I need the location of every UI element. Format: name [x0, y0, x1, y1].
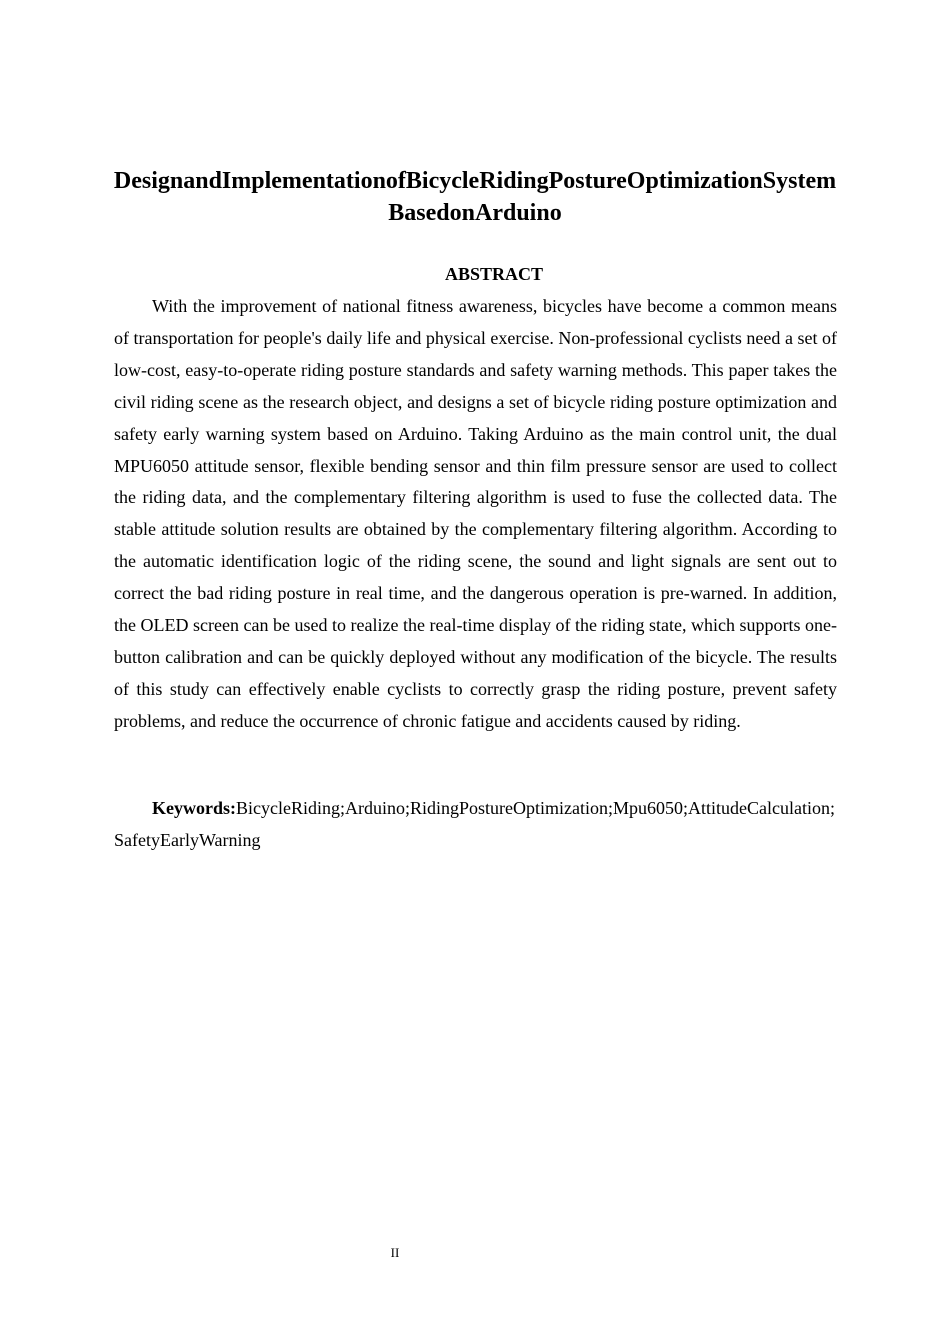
page-number: II — [390, 1245, 400, 1260]
keywords-label: Keywords: — [152, 798, 236, 818]
keywords-list: BicycleRiding;Arduino;RidingPostureOptimization;Mpu6050;AttitudeCalculation;SafetyEarlyWarning — [114, 798, 835, 850]
keywords-paragraph — [114, 792, 837, 856]
document-title: DesignandImplementationofBicycleRidingPostureOptimizationSystemBasedonArduino — [113, 168, 837, 226]
abstract-paragraph: With the improvement of national fitness awareness, bicycles have become a common means of transportation for people's daily life and physical exercise. Non-professional cyclists need a set of low-cost, easy-to-operate riding posture standards and safety warning methods. This paper takes the civil riding scene as the research object, and designs a set of bicycle riding posture optimization and safety early warning system based on Arduino. Taking Arduino as the main control unit, the dual MPU6050 attitude sensor, flexible bending sensor and thin film pressure sensor are used to collect the riding data, and the complementary filtering algorithm is used to fuse the collected data. The stable attitude solution results are obtained by the complementary filtering algorithm. According to the automatic identification logic of the riding scene, the sound and light signals are sent out to correct the bad riding posture in real time, and the dangerous operation is pre-warned. In addition, the OLED screen can be used to realize the real-time display of the riding state, which supports one-button calibration and can be quickly deployed without any modification of the bicycle. The results of this study can effectively enable cyclists to correctly grasp the riding posture, prevent safety problems, and reduce the occurrence of chronic fatigue and accidents caused by riding. — [114, 296, 837, 731]
abstract-heading: ABSTRACT — [444, 264, 544, 284]
